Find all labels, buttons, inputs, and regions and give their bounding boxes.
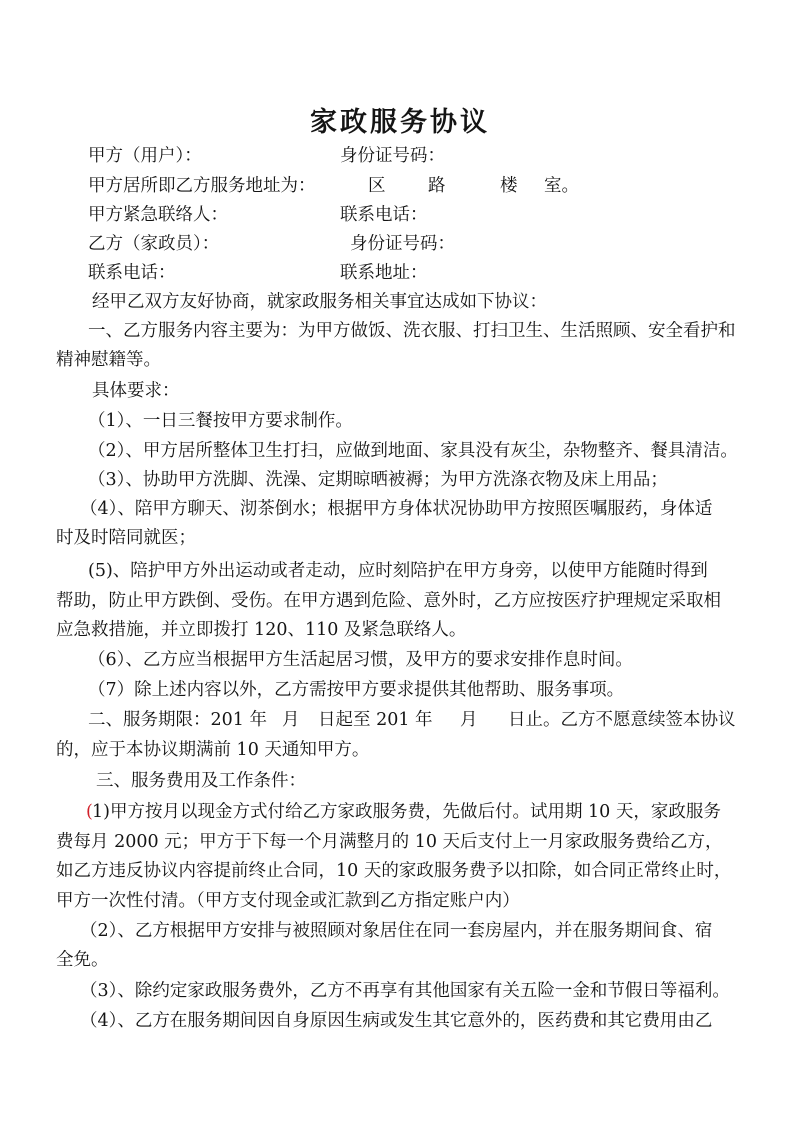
party-a-row	[0, 141, 800, 171]
address-room: 室。	[544, 176, 579, 196]
address-row	[0, 171, 800, 201]
section-3-heading: 三、服务费用及工作条件：	[96, 771, 306, 791]
requirement-2: （2）、甲方居所整体卫生打扫，应做到地面、家具没有灰尘，杂物整齐、餐具清洁。	[88, 441, 738, 461]
section-2-line-1: 二、服务期限：201 年 月 日起至 201 年 月 日止。乙方不愿意续签本协议	[88, 710, 736, 730]
party-b-row	[0, 229, 800, 259]
address-building: 楼	[500, 176, 518, 196]
emergency-contact-label: 甲方紧急联络人：	[88, 205, 228, 225]
requirement-5-line-2: 帮助，防止甲方跌倒、受伤。在甲方遇到危险、意外时，乙方应按医疗护理规定采取相	[56, 591, 721, 611]
emergency-phone-label: 联系电话：	[340, 205, 428, 225]
requirements-heading: 具体要求：	[92, 381, 180, 401]
address-road: 路	[428, 176, 446, 196]
party-b-address-label: 联系地址：	[340, 263, 428, 283]
requirement-5-line-3: 应急救措施，并立即拨打 120、110 及紧急联络人。	[56, 620, 467, 640]
party-b-id-label: 身份证号码：	[350, 234, 455, 254]
fee-2-line-1: （2）、乙方根据甲方安排与被照顾对象居住在同一套房屋内，并在服务期间食、宿	[80, 921, 713, 941]
fee-1-line-4: 甲方一次性付清。（甲方支付现金或汇款到乙方指定账户内）	[56, 891, 520, 911]
requirement-5-line-1: (5)、陪护甲方外出运动或者走动，应时刻陪护在甲方身旁，以使甲方能随时得到	[88, 561, 708, 581]
requirement-4-line-1: （4）、陪甲方聊天、沏茶倒水；根据甲方身体状况协助甲方按照医嘱服药，身体适	[80, 499, 713, 519]
fee-3: （3）、除约定家政服务费外，乙方不再享有其他国家有关五险一金和节假日等福利。	[80, 981, 730, 1001]
section-1-line-1: 一、乙方服务内容主要为：为甲方做饭、洗衣服、打扫卫生、生活照顾、安全看护和	[88, 321, 736, 341]
requirement-1: （1）、一日三餐按甲方要求制作。	[88, 411, 353, 431]
emergency-row	[0, 200, 800, 230]
fee-1-line-3: 如乙方违反协议内容提前终止合同，10 天的家政服务费予以扣除，如合同正常终止时，	[56, 861, 732, 881]
party-b-phone-label: 联系电话：	[88, 263, 176, 283]
address-district: 区	[368, 176, 386, 196]
section-2-line-2: 的，应于本协议期满前 10 天通知甲方。	[56, 740, 370, 760]
address-label: 甲方居所即乙方服务地址为：	[88, 176, 316, 196]
party-a-label: 甲方（用户）：	[88, 146, 202, 166]
document-title: 家政服务协议	[310, 107, 490, 138]
section-1-line-2: 精神慰籍等。	[56, 350, 161, 370]
party-b-label: 乙方（家政员）：	[88, 234, 220, 254]
fee-1-line-2: 费每月 2000 元；甲方于下每一个月满整月的 10 天后支付上一月家政服务费给乙方，	[56, 832, 723, 852]
fee-2-line-2: 全免。	[56, 950, 109, 970]
fee-4: （4）、乙方在服务期间因自身原因生病或发生其它意外的，医药费和其它费用由乙	[80, 1011, 713, 1031]
requirement-3: （3）、协助甲方洗脚、洗澡、定期晾晒被褥；为甲方洗涤衣物及床上用品；	[88, 470, 668, 490]
fee-1-line-1: ( 1)甲方按月以现金方式付给乙方家政服务费，先做后付。试用期 10 天，家政服务	[0, 797, 800, 827]
requirement-4-line-2: 时及时陪同就医；	[56, 528, 196, 548]
intro-paragraph: 经甲乙双方友好协商，就家政服务相关事宜达成如下协议：	[92, 292, 547, 312]
red-paren: (	[86, 802, 93, 822]
requirement-7: （7）除上述内容以外，乙方需按甲方要求提供其他帮助、服务事项。	[88, 680, 625, 700]
party-a-id-label: 身份证号码：	[340, 146, 445, 166]
party-b-contact-row	[0, 258, 800, 288]
requirement-6: （6）、乙方应当根据甲方生活起居习惯，及甲方的要求安排作息时间。	[88, 650, 633, 670]
